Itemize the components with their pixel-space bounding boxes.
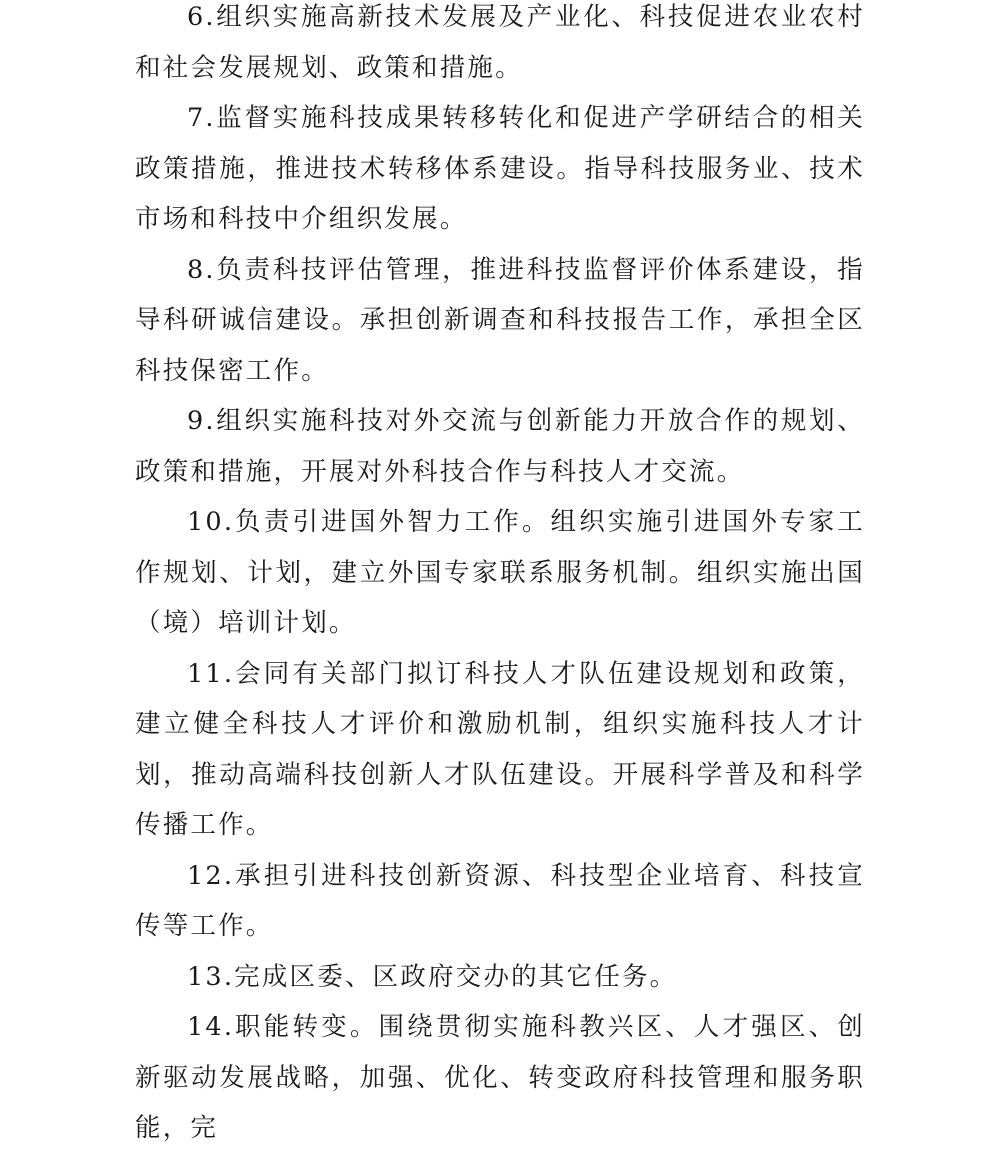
paragraph-item-8: 8.负责科技评估管理，推进科技监督评价体系建设，指导科研诚信建设。承担创新调查和科技报告工作，承担全区科技保密工作。 [135,254,865,386]
paragraph-item-11: 11.会同有关部门拟订科技人才队伍建设规划和政策，建立健全科技人才评价和激励机制，组织实施科技人才计划，推动高端科技创新人才队伍建设。开展科学普及和科学传播工作。 [135,658,865,840]
paragraph-item-13: 13.完成区委、区政府交办的其它任务。 [187,961,678,992]
paragraph-item-7: 7.监督实施科技成果转移转化和促进产学研结合的相关政策措施，推进技术转移体系建设。指导科技服务业、技术市场和科技中介组织发展。 [135,103,865,234]
document-page [135,0,865,1143]
paragraph-item-6: 6.组织实施高新技术发展及产业化、科技促进农业农村和社会发展规划、政策和措施。 [135,2,865,83]
paragraph-item-9: 9.组织实施科技对外交流与创新能力开放合作的规划、政策和措施，开展对外科技合作与科技人才交流。 [135,406,865,487]
paragraph-item-10: 10.负责引进国外智力工作。组织实施引进国外专家工作规划、计划，建立外国专家联系服务机制。组织实施出国（境）培训计划。 [135,507,865,638]
paragraph-item-14: 14.职能转变。围绕贯彻实施科教兴区、人才强区、创新驱动发展战略，加强、优化、转变政府科技管理和服务职能，完 [135,1012,865,1143]
paragraph-item-12: 12.承担引进科技创新资源、科技型企业培育、科技宣传等工作。 [135,860,865,941]
